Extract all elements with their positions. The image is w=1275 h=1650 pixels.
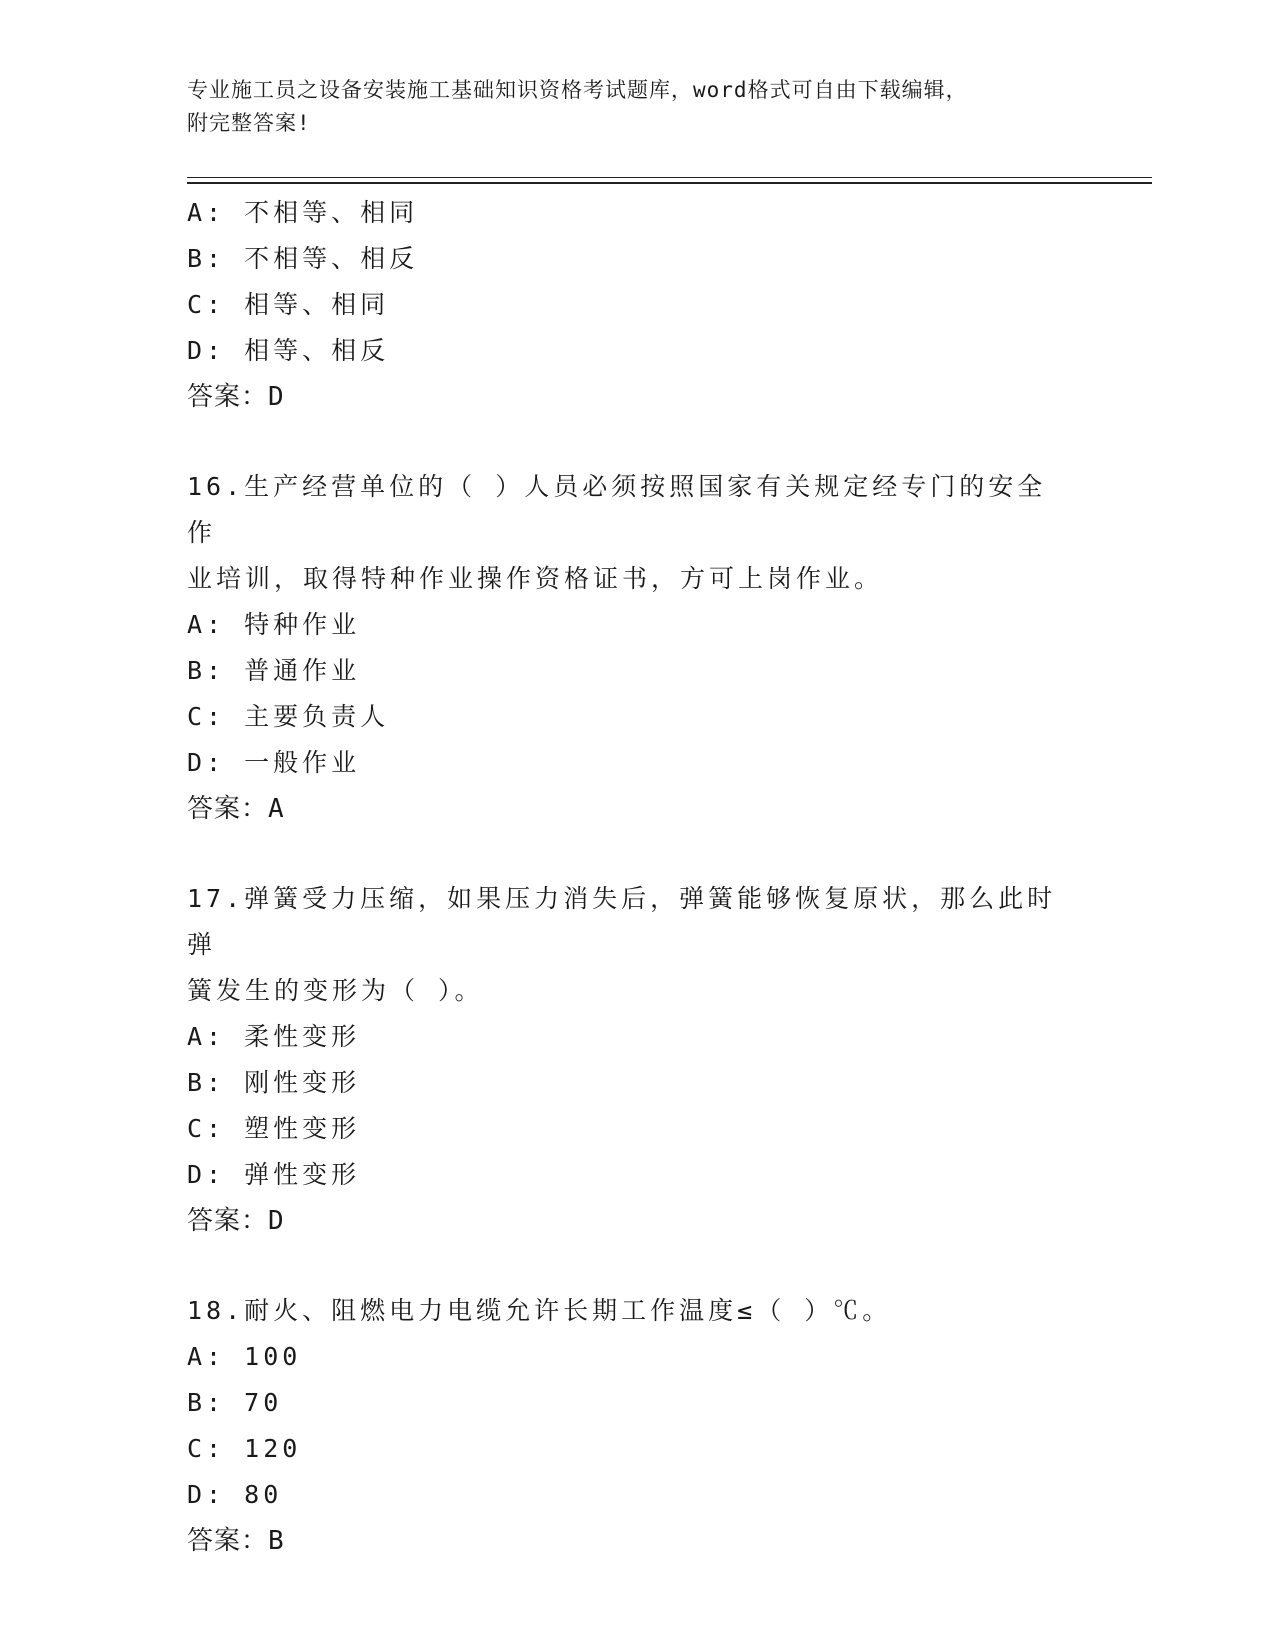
question-16: [187, 464, 1087, 832]
option-b: B: 70: [187, 1388, 283, 1417]
question-text-line-2: 簧发生的变形为（ ）。: [187, 976, 484, 1005]
option-c: C: 120: [187, 1434, 302, 1463]
option-a: A: 不相等、相同: [187, 198, 419, 227]
option-a: A: 柔性变形: [187, 1022, 361, 1051]
question-text: [187, 1288, 1057, 1334]
option-d: D: 一般作业: [187, 748, 361, 777]
question-text: [187, 464, 1057, 602]
option-a: A: 特种作业: [187, 610, 361, 639]
header-divider-thin: [187, 177, 1152, 178]
question-text: [187, 876, 1057, 1014]
option-d: D: 相等、相反: [187, 336, 390, 365]
header-divider-thick: [187, 182, 1152, 184]
option-b: B: 不相等、相反: [187, 244, 419, 273]
option-a: A: 100: [187, 1342, 302, 1371]
question-18: [187, 1288, 1087, 1564]
option-b: B: 刚性变形: [187, 1068, 361, 1097]
answer-line: [187, 1198, 1087, 1244]
option-c: C: 塑性变形: [187, 1114, 361, 1143]
question-text-line-1: 18.耐火、阻燃电力电缆允许长期工作温度≤（ ）℃。: [187, 1296, 892, 1325]
question-list: [187, 190, 1087, 1564]
option-d: D: 80: [187, 1480, 283, 1509]
option-d: D: 弹性变形: [187, 1160, 361, 1189]
answer-value: B: [268, 1526, 285, 1556]
header-line-2: 附完整答案!: [187, 111, 311, 135]
answer-value: A: [268, 794, 285, 824]
question-text-line-2: 业培训，取得特种作业操作资格证书，方可上岗作业。: [187, 564, 884, 593]
question-17: [187, 876, 1087, 1244]
answer-line: [187, 786, 1087, 832]
answer-label: 答案：: [187, 1526, 269, 1556]
option-b: B: 普通作业: [187, 656, 361, 685]
question-text-line-1: 17.弹簧受力压缩，如果压力消失后，弹簧能够恢复原状，那么此时弹: [187, 884, 1057, 959]
answer-line: [187, 374, 1087, 420]
option-c: C: 相等、相同: [187, 290, 390, 319]
answer-line: [187, 1518, 1087, 1564]
answer-value: D: [268, 382, 285, 412]
document-header: [187, 74, 1087, 140]
answer-label: 答案：: [187, 1206, 269, 1236]
answer-label: 答案：: [187, 382, 269, 412]
answer-label: 答案：: [187, 794, 269, 824]
header-line-1: 专业施工员之设备安装施工基础知识资格考试题库，word格式可自由下载编辑，: [187, 78, 968, 102]
option-c: C: 主要负责人: [187, 702, 390, 731]
question-15: [187, 190, 1087, 420]
question-text-line-1: 16.生产经营单位的（ ）人员必须按照国家有关规定经专门的安全作: [187, 472, 1047, 547]
answer-value: D: [268, 1206, 285, 1236]
